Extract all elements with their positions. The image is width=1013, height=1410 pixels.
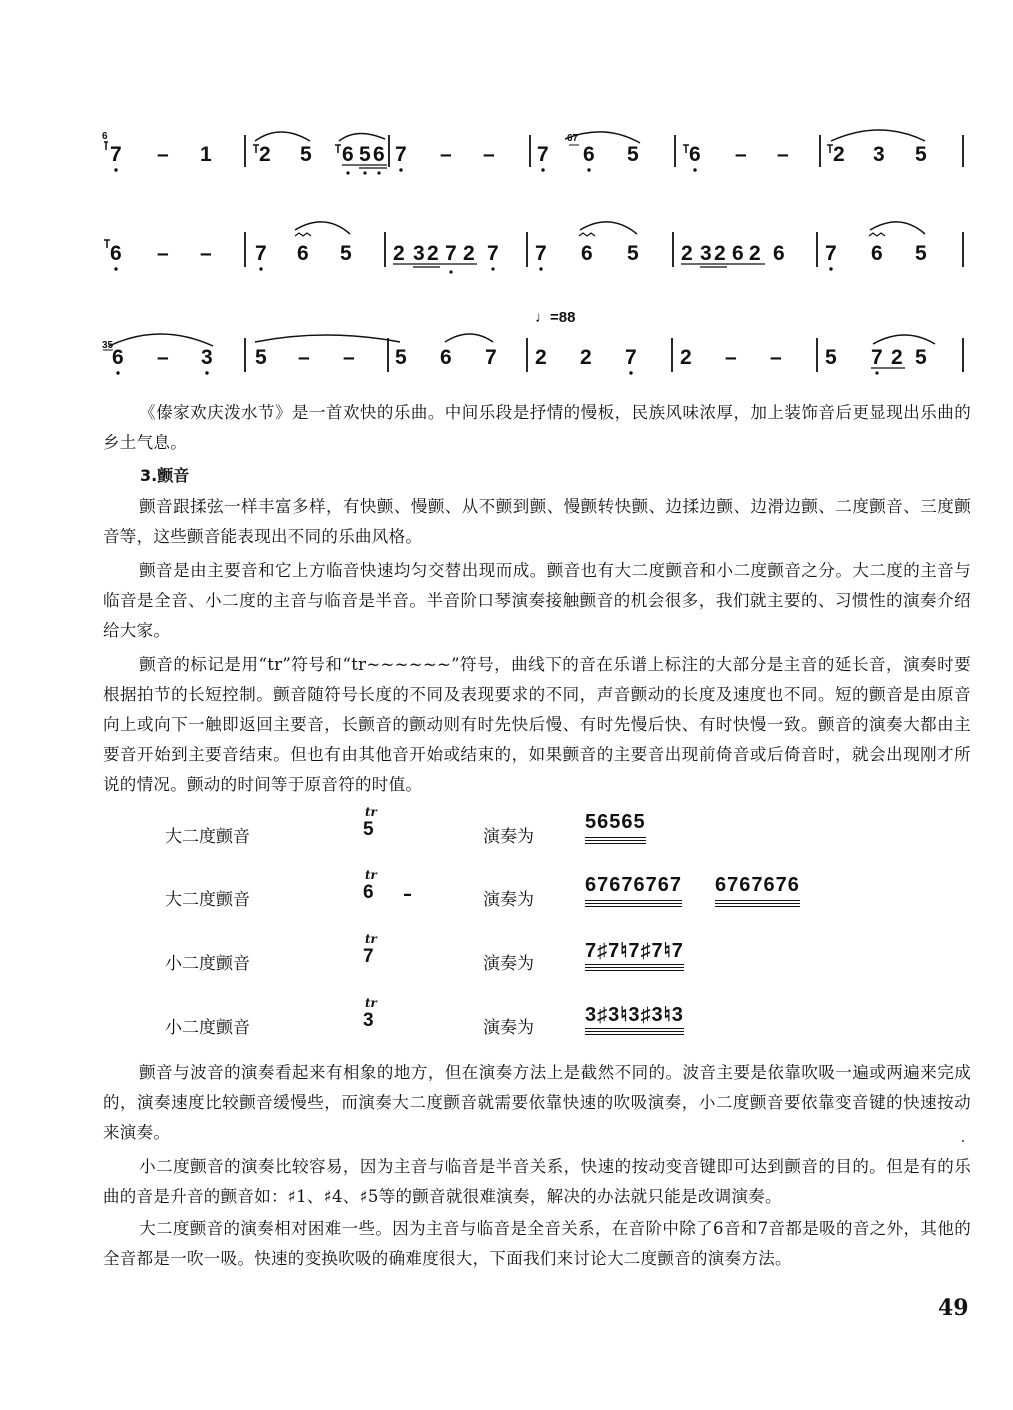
note: 2 xyxy=(427,242,439,265)
note: 3 xyxy=(201,346,213,369)
grace-note: 35 xyxy=(102,340,114,351)
note: 7 xyxy=(535,242,547,265)
played-notes: 7♯7♮7♯7♮7 xyxy=(585,938,684,963)
note: 6 xyxy=(871,242,883,265)
ornament-row: 大二度颤音 tr 5 演奏为 56565 xyxy=(165,805,646,847)
score-line-3-svg xyxy=(95,300,975,380)
ornament-row: 小二度颤音 tr 7 演奏为 7♯7♮7♯7♮7 xyxy=(165,932,684,974)
played-notes: 56565 xyxy=(585,811,646,834)
note: 7 xyxy=(255,242,267,265)
note: 5 xyxy=(627,143,639,166)
scan-speck xyxy=(962,1140,964,1142)
note: 7 xyxy=(625,346,637,369)
played-notes: 6767676 xyxy=(715,874,800,897)
note: 3 xyxy=(873,143,885,166)
note: 7 xyxy=(110,143,122,166)
note: 7 xyxy=(445,242,457,265)
note: 3 xyxy=(413,242,425,265)
tempo-marking: ♩=88 xyxy=(535,309,576,326)
grace-note: 67 xyxy=(567,133,579,144)
paragraph-5: 小二度颤音的演奏比较容易，因为主音与临音是半音关系，快速的按动变音键即可达到颤音的目的。但是有的乐曲的音是升音的颤音如：♯1、♯4、♯5等的颤音就很难演奏，解决的办法就只能是改调演奏。 xyxy=(103,1157,971,1206)
score-line-2-svg xyxy=(95,212,975,292)
note: 5 xyxy=(300,143,312,166)
dash: – xyxy=(770,346,782,369)
note: 6 xyxy=(110,242,122,265)
note: 1 xyxy=(200,143,212,166)
note: 2 xyxy=(535,346,547,369)
note: 5 xyxy=(915,346,927,369)
note: 5 xyxy=(825,346,837,369)
dash: – xyxy=(200,242,212,265)
note: 7 xyxy=(487,242,499,265)
dash: – xyxy=(298,346,310,369)
note: 2 xyxy=(833,143,845,166)
note: 5 xyxy=(395,346,407,369)
note: 2 xyxy=(393,242,405,265)
note: 6 xyxy=(732,242,744,265)
note: 5 xyxy=(359,143,371,166)
note: 2 xyxy=(891,346,903,369)
note: 2 xyxy=(714,242,726,265)
note: 7 xyxy=(537,143,549,166)
note: 2 xyxy=(463,242,475,265)
note: 7 xyxy=(485,346,497,369)
note: 7 xyxy=(395,143,407,166)
dash: – xyxy=(343,346,355,369)
dash: – xyxy=(735,143,747,166)
dash: – xyxy=(157,346,169,369)
paragraph-4: 颤音与波音的演奏看起来有相象的地方，但在演奏方法上是截然不同的。波音主要是依靠吹吸一遍或两遍来完成的，演奏速度比较颤音缓慢些，而演奏大二度颤音就需要依靠快速的吹吸演奏，小二度颤音要依靠变音键的快速按动来演奏。 xyxy=(103,1063,971,1142)
note: 6 xyxy=(297,242,309,265)
note: 6 xyxy=(581,242,593,265)
score-line-2 xyxy=(95,212,975,302)
note: 6 xyxy=(583,143,595,166)
note: 5 xyxy=(915,143,927,166)
paragraph-6: 大二度颤音的演奏相对困难一些。因为主音与临音是全音关系，在音阶中除了6音和7音都是吸的音之外，其他的全音都是一吹一吸。快速的变换吹吸的确难度很大，下面我们来讨论大二度颤音的演奏方法。 xyxy=(103,1219,971,1268)
note: 7 xyxy=(871,346,883,369)
dash: – xyxy=(777,143,789,166)
dash: – xyxy=(440,143,452,166)
grace-note: 6 xyxy=(102,131,108,142)
note: 2 xyxy=(681,242,693,265)
played-notes: 67676767 xyxy=(585,874,682,897)
score-line-3 xyxy=(95,300,975,390)
ornament-row: 大二度颤音 tr 6 – 演奏为 67676767 6767676 xyxy=(165,868,800,910)
note: 5 xyxy=(627,242,639,265)
ornament-row: 小二度颤音 tr 3 演奏为 3♯3♮3♯3♮3 xyxy=(165,996,684,1038)
paragraph-1: 颤音跟揉弦一样丰富多样，有快颤、慢颤、从不颤到颤、慢颤转快颤、边揉边颤、边滑边颤、二度颤音、三度颤音等，这些颤音能表现出不同的乐曲风格。 xyxy=(103,497,971,546)
note: 3 xyxy=(700,242,712,265)
note: 6 xyxy=(773,242,785,265)
note: 6 xyxy=(373,143,385,166)
note: 5 xyxy=(915,242,927,265)
note: 5 xyxy=(340,242,352,265)
note: 6 xyxy=(440,346,452,369)
note: 2 xyxy=(580,346,592,369)
note: 2 xyxy=(680,346,692,369)
note: 2 xyxy=(259,143,271,166)
played-notes: 3♯3♮3♯3♮3 xyxy=(585,1002,684,1027)
note: 7 xyxy=(825,242,837,265)
score-line-1-svg xyxy=(95,115,975,195)
score-line-1 xyxy=(95,115,975,205)
note: 6 xyxy=(342,143,354,166)
intro-paragraph: 《傣家欢庆泼水节》是一首欢快的乐曲。中间乐段是抒情的慢板，民族风味浓厚，加上装饰音后更显现出乐曲的乡土气息。 xyxy=(103,403,971,452)
paragraph-3: 颤音的标记是用“tr”符号和“tr~~~~~~”符号，曲线下的音在乐谱上标注的大部分是主音的延长音，演奏时要根据拍节的长短控制。颤音随符号长度的不同及表现要求的不同，声音颤动的长度及速度也不同。短的颤音是由原音向上或向下一触即返回主要音，长颤音的颤动则有时先快后慢、有时先慢后快、有时快慢一致。颤音的演奏大都由主要音开始到主要音结束。但也有由其他音开始或结束的，如果颤音的主要音出现前倚音或后倚音时，就会出现刚才所说的情况。颤动的时间等于原音符的时值。 xyxy=(103,655,971,794)
dash: – xyxy=(725,346,737,369)
note: 5 xyxy=(255,346,267,369)
dash: – xyxy=(483,143,495,166)
dash: – xyxy=(157,143,169,166)
dash: – xyxy=(157,242,169,265)
page-number: 49 xyxy=(938,1295,969,1321)
note: 6 xyxy=(112,346,124,369)
paragraph-2: 颤音是由主要音和它上方临音快速均匀交替出现而成。颤音也有大二度颤音和小二度颤音之分。大二度的主音与临音是全音、小二度的主音与临音是半音。半音阶口琴演奏接触颤音的机会很多，我们就主要的、习惯性的演奏介绍给大家。 xyxy=(103,561,971,640)
section-heading: 3.颤音 xyxy=(140,466,190,485)
note: 6 xyxy=(689,143,701,166)
note: 2 xyxy=(749,242,761,265)
